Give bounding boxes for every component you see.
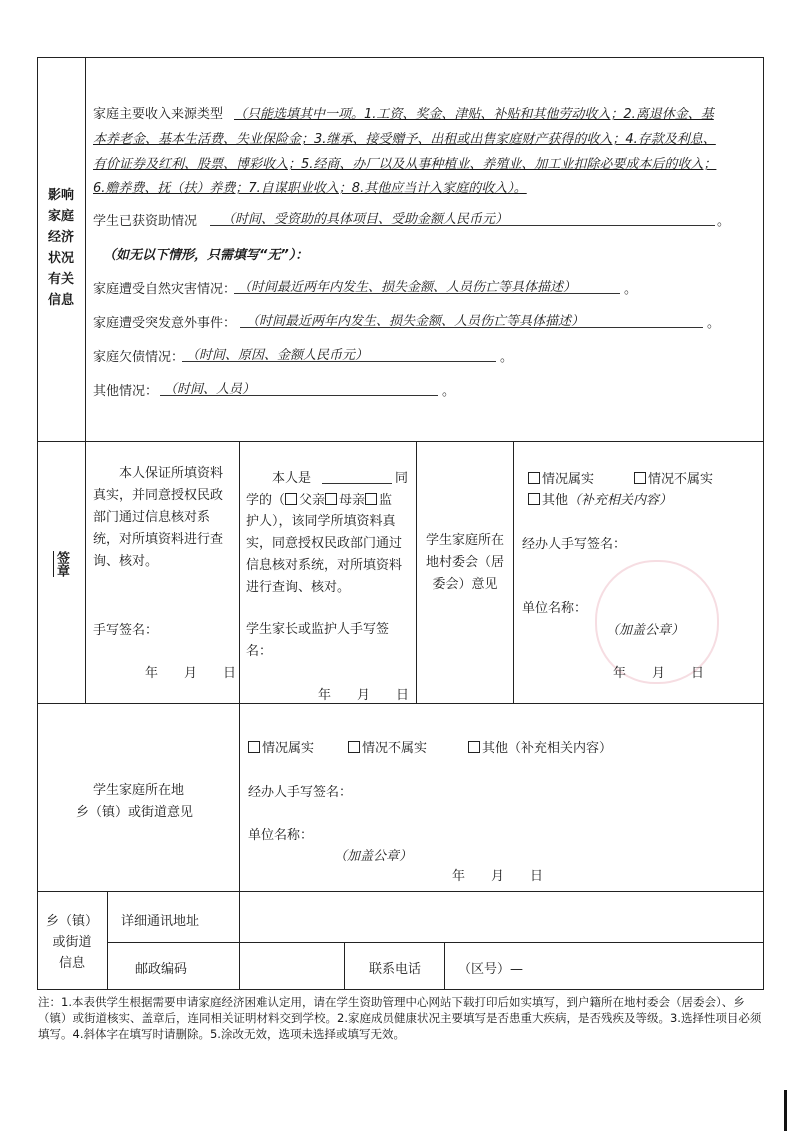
influence-label-line: 家庭 [47, 209, 74, 224]
mother-checkbox[interactable] [325, 493, 337, 505]
village-false-option[interactable] [634, 468, 713, 487]
village-other-option[interactable] [528, 489, 672, 508]
postal-label: 邮政编码 [135, 962, 188, 977]
accident-field[interactable] [240, 327, 703, 328]
township-true-checkbox[interactable] [248, 741, 260, 753]
parent-pre: 本人是 [272, 471, 312, 486]
village-false-checkbox[interactable] [634, 472, 646, 484]
township-stamp-hint: （加盖公章） [334, 849, 413, 864]
village-date[interactable]: 年 月 日 [613, 666, 705, 681]
footnote: 注：1.本表供学生根据需要申请家庭经济困难认定用，请在学生资助管理中心网站下载打印后如实填写，到户籍所在地村委会（居委会）、乡（镇）或街道核实、盖章后，连同相关证明材料交到学校。2.家庭成员健康状况主要填写是否患重大疾病，是否残疾及等级。3.选择性项目必须填写。4.斜体字在填写时请删除。5.涂改无效，选项未选择或填写无效。 [38, 995, 762, 1041]
village-other-checkbox[interactable] [528, 493, 540, 505]
influence-label [46, 185, 76, 311]
contact-label-3: 信息 [58, 956, 85, 971]
village-handler-sign: 经办人手写签名： [522, 537, 627, 552]
township-label-1: 学生家庭所在地 [93, 783, 185, 798]
township-other-option[interactable] [468, 737, 612, 756]
debt-hint: （时间、原因、金额人民币元） [186, 348, 369, 363]
debt-field[interactable] [182, 361, 496, 362]
township-false-label: 情况不属实 [362, 741, 428, 756]
student-statement: 本人保证所填资料真实，并同意授权民政部门通过信息核对系统，对所填资料进行查询、核对。 [93, 466, 224, 569]
aid-field[interactable] [210, 225, 715, 226]
income-line-4: 6.赡养费、抚（扶）养费；7.自谋职业收入；8.其他应当计入家庭的收入）。 [93, 181, 527, 196]
influence-label-line: 经济 [47, 230, 74, 245]
parent-classmate-field[interactable] [322, 483, 392, 484]
contact-label [40, 911, 104, 974]
parent-statement-2: 护人），该同学所填资料真实，同意授权民政部门通过信息核对系统，对所填资料进行查询、核对。 [246, 514, 403, 595]
accident-period: 。 [707, 316, 721, 331]
influence-label-line: 影响 [47, 188, 74, 203]
township-true-option[interactable] [248, 737, 314, 756]
township-other-label: 其他（补充相关内容） [482, 741, 613, 756]
village-other-label: 其他 [542, 493, 569, 508]
other-field[interactable] [160, 395, 438, 396]
income-line-3: 有价证券及红利、股票、博彩收入；5.经商、办厂以及从事种植业、养殖业、加工业扣除必要成本后的收入； [93, 157, 717, 172]
accident-hint: （时间最近两年内发生、损失金额、人员伤亡等具体描述） [246, 314, 585, 329]
village-unit-name: 单位名称： [522, 601, 588, 616]
township-true-label: 情况属实 [262, 741, 315, 756]
village-true-checkbox[interactable] [528, 472, 540, 484]
debt-label: 家庭欠债情况： [93, 350, 185, 365]
contact-label-1: 乡（镇） [45, 914, 98, 929]
other-label: 其他情况： [93, 384, 159, 399]
parent-options [246, 489, 392, 508]
influence-label-line: 有关 [47, 272, 74, 287]
parent-statement: 学的（ [246, 493, 286, 508]
village-label: 学生家庭所在地村委会（居委会）意见 [425, 533, 504, 592]
village-true-option[interactable] [528, 468, 594, 487]
township-label-2: 乡（镇）或街道意见 [76, 805, 194, 820]
disaster-hint: （时间最近两年内发生、损失金额、人员伤亡等具体描述） [238, 280, 577, 295]
parent-date[interactable]: 年 月 日 [318, 688, 410, 703]
disaster-field[interactable] [234, 293, 620, 294]
parent-classmate: 同 [395, 471, 409, 486]
income-line-2: 本养老金、基本生活费、失业保险金；3.继承、接受赠予、出租或出售家庭财产获得的收入；4.存款及利息、 [93, 132, 716, 147]
village-other-hint: （补充相关内容） [568, 493, 673, 508]
township-other-checkbox[interactable] [468, 741, 480, 753]
income-label: 家庭主要收入来源类型 [93, 107, 224, 122]
student-date[interactable]: 年 月 日 [145, 666, 237, 681]
aid-period: 。 [717, 214, 731, 229]
township-handler-sign: 经办人手写签名： [248, 785, 353, 800]
debt-period: 。 [500, 350, 514, 365]
village-true-label: 情况属实 [542, 472, 595, 487]
mother-label: 母亲 [339, 493, 366, 508]
phone-label: 联系电话 [369, 962, 422, 977]
township-false-option[interactable] [348, 737, 427, 756]
township-date[interactable]: 年 月 日 [452, 869, 544, 884]
influence-label-line: 状况 [47, 251, 74, 266]
disaster-period: 。 [624, 282, 638, 297]
income-line-1: （只能选填其中一项。1.工资、奖金、津贴、补贴和其他劳动收入；2.离退休金、基 [234, 107, 714, 122]
guardian-checkbox[interactable] [365, 493, 377, 505]
other-period: 。 [442, 384, 456, 399]
township-false-checkbox[interactable] [348, 741, 360, 753]
student-sign-label: 手写签名： [93, 623, 159, 638]
guardian-label: 监 [379, 493, 393, 508]
influence-label-line: 信息 [47, 293, 74, 308]
father-checkbox[interactable] [285, 493, 297, 505]
township-unit-name: 单位名称： [248, 828, 314, 843]
disaster-label: 家庭遭受自然灾害情况： [93, 282, 237, 297]
address-label: 详细通讯地址 [121, 914, 200, 929]
page-edge-mark [784, 1090, 787, 1131]
aid-label: 学生已获资助情况 [93, 214, 198, 229]
father-label: 父亲 [299, 493, 326, 508]
signature-label-text: 签章 [54, 551, 69, 577]
contact-label-2: 或街道 [52, 935, 92, 950]
other-hint: （时间、人员） [164, 382, 256, 397]
area-code[interactable]: （区号）— [458, 962, 524, 977]
parent-sign-label: 学生家长或监护人手写签名： [246, 622, 390, 659]
village-false-label: 情况不属实 [648, 472, 714, 487]
aid-hint: （时间、受资助的具体项目、受助金额人民币元） [222, 212, 509, 227]
none-note: （如无以下情形，只需填写“无”）： [103, 248, 309, 263]
accident-label: 家庭遭受突发意外事件： [93, 316, 237, 331]
signature-label [46, 551, 76, 584]
village-stamp-hint: （加盖公章） [606, 623, 685, 638]
